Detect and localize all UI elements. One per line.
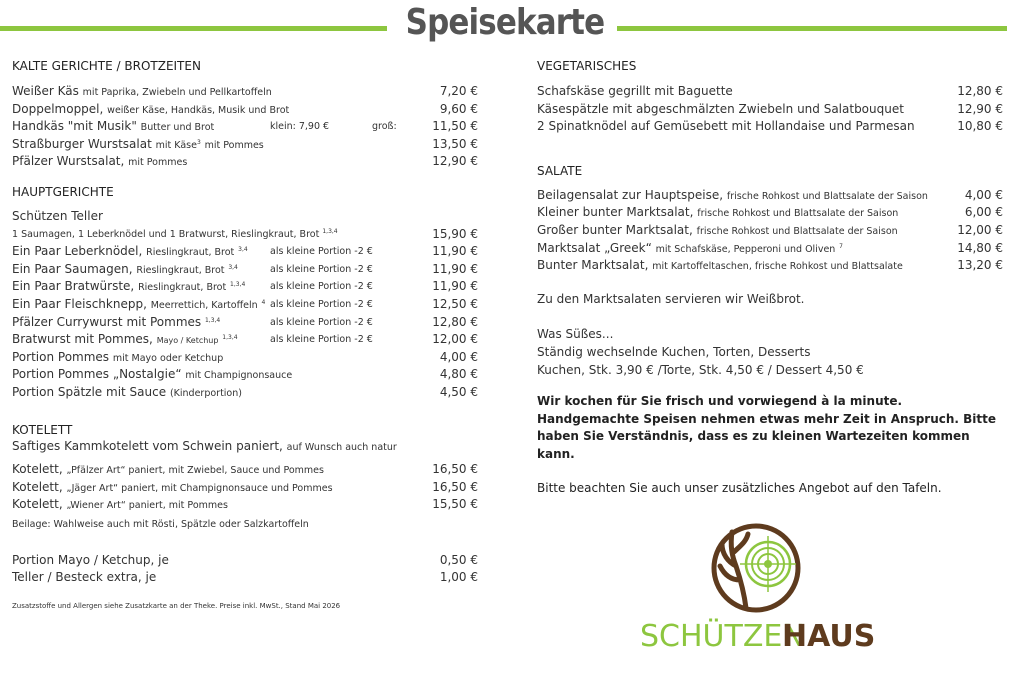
menu-item: Portion Mayo / Ketchup, je 0,50 € (12, 552, 478, 567)
menu-item: Pfälzer Wurstsalat, mit Pommes 12,90 € (12, 154, 478, 169)
menu-item: Kotelett, „Wiener Art“ paniert, mit Pommes 15,50 € (12, 497, 478, 512)
notice-line1: Wir kochen für Sie frisch und vorwiegend à la minute. (537, 394, 903, 409)
menu-item: Kotelett, „Jäger Art“ paniert, mit Champignonsauce und Pommes 16,50 € (12, 479, 478, 494)
menu-item: Kotelett, „Pfälzer Art“ paniert, mit Zwiebel, Sauce und Pommes 16,50 € (12, 462, 478, 477)
menu-item: Portion Pommes „Nostalgie“ mit Champignonsauce 4,80 € (12, 367, 478, 382)
menu-item: Straßburger Wurstsalat mit Käse$^3$ mit Pommes 13,50 € (12, 136, 478, 151)
menu-item: Kleiner bunter Marktsalat, frische Rohkost und Blattsalate der Saison 6,00 € (537, 205, 1003, 220)
antler-target-icon (636, 522, 876, 662)
footnote: Zusatzstoffe und Allergen siehe Zusatzkarte an der Theke. Preise inkl. MwSt., Stand Mai 2026 (12, 602, 341, 611)
schuetzenhaus-logo (636, 522, 876, 662)
section-heading-vegetarisch: VEGETARISCHES (537, 59, 637, 73)
menu-item: Beilagensalat zur Hauptspeise, frische Rohkost und Blattsalate der Saison 4,00 € (537, 187, 1003, 202)
menu-item: Marktsalat „Greek“ mit Schafskäse, Pepperoni und Oliven $^7$ 14,80 € (537, 240, 1003, 255)
menu-item: Handkäs "mit Musik" Butter und Brot klein: 7,90 € groß: 11,50 € (12, 119, 478, 134)
menu-item: Bratwurst mit Pommes, Mayo / Ketchup $^{1,3,4}$ als kleine Portion -2 € 12,00 € (12, 332, 478, 347)
menu-item: Großer bunter Marktsalat, frische Rohkost und Blattsalate der Saison 12,00 € (537, 222, 1003, 237)
menu-item: Schafskäse gegrillt mit Baguette 12,80 € (537, 84, 1003, 98)
section-heading-salate: SALATE (537, 163, 583, 178)
menu-item: Ein Paar Leberknödel, Rieslingkraut, Brot $^{3,4}$ als kleine Portion -2 € 11,90 € (12, 244, 478, 259)
menu-item: Portion Spätzle mit Sauce (Kinderportion) 4,50 € (12, 384, 478, 399)
menu-item: Bunter Marktsalat, mit Kartoffeltaschen, frische Rohkost und Blattsalate 13,20 € (537, 258, 1003, 273)
right-column (537, 58, 1003, 497)
page-title: Speisekarte (405, 2, 605, 43)
suesses-heading: Was Süßes... (537, 327, 614, 342)
tafeln-note: Bitte beachten Sie auch unser zusätzliches Angebot auf den Tafeln. (537, 480, 942, 495)
menu-item: Ein Paar Saumagen, Rieslingkraut, Brot $^{3,4}$ als kleine Portion -2 € 11,90 € (12, 261, 478, 276)
left-column (12, 58, 478, 611)
logo-text-haus: HAUS (782, 619, 876, 654)
menu-item: Portion Pommes mit Mayo oder Ketchup 4,00 € (12, 349, 478, 364)
menu-item: Ein Paar Fleischknepp, Meerrettich, Kartoffeln $^4$ als kleine Portion -2 € 12,50 € (12, 296, 478, 311)
menu-item: Teller / Besteck extra, je 1,00 € (12, 570, 478, 585)
section-heading-kalte: KALTE GERICHTE / BROTZEITEN (12, 59, 201, 73)
menu-item: 1 Saumagen, 1 Leberknödel und 1 Bratwurst, Rieslingkraut, Brot $^{1,3,4}$ 15,90 € (12, 226, 478, 241)
suesses-line2: Kuchen, Stk. 3,90 € /Torte, Stk. 4,50 € / Dessert 4,50 € (537, 362, 864, 377)
notice-line2: Handgemachte Speisen nehmen etwas mehr Zeit in Anspruch. Bitte haben Sie Verständnis, dass es zu kleinen Wartezeiten kommen kann. (537, 411, 997, 461)
menu-item: Ein Paar Bratwürste, Rieslingkraut, Brot $^{1,3,4}$ als kleine Portion -2 € 11,90 € (12, 279, 478, 294)
menu-item: Doppelmoppel, weißer Käse, Handkäs, Musik und Brot 9,60 € (12, 101, 478, 116)
menu-item: Käsespätzle mit abgeschmälzten Zwiebeln und Salatbouquet 12,90 € (537, 101, 1003, 116)
logo-text-schuetzen: SCHÜTZEN (640, 619, 805, 654)
menu-item: Pfälzer Currywurst mit Pommes $^{1,3,4}$ als kleine Portion -2 € 12,80 € (12, 314, 478, 329)
header-bar-left (0, 26, 387, 31)
kotelett-intro: Saftiges Kammkotelett vom Schwein paniert, auf Wunsch auch natur (12, 438, 397, 453)
suesses-line1: Ständig wechselnde Kuchen, Torten, Desserts (537, 344, 811, 359)
salate-note: Zu den Marktsalaten servieren wir Weißbrot. (537, 291, 805, 306)
schuetzen-teller-title: Schützen Teller (12, 208, 103, 223)
menu-item: 2 Spinatknödel auf Gemüsebett mit Hollandaise und Parmesan 10,80 € (537, 119, 1003, 134)
menu-item: Weißer Käs mit Paprika, Zwiebeln und Pellkartoffeln 7,20 € (12, 84, 478, 98)
beilage-note: Beilage: Wahlweise auch mit Rösti, Spätzle oder Salzkartoffeln (12, 518, 309, 530)
header-bar-right (617, 26, 1007, 31)
section-heading-haupt: HAUPTGERICHTE (12, 184, 114, 199)
section-heading-kotelett: KOTELETT (12, 422, 73, 437)
